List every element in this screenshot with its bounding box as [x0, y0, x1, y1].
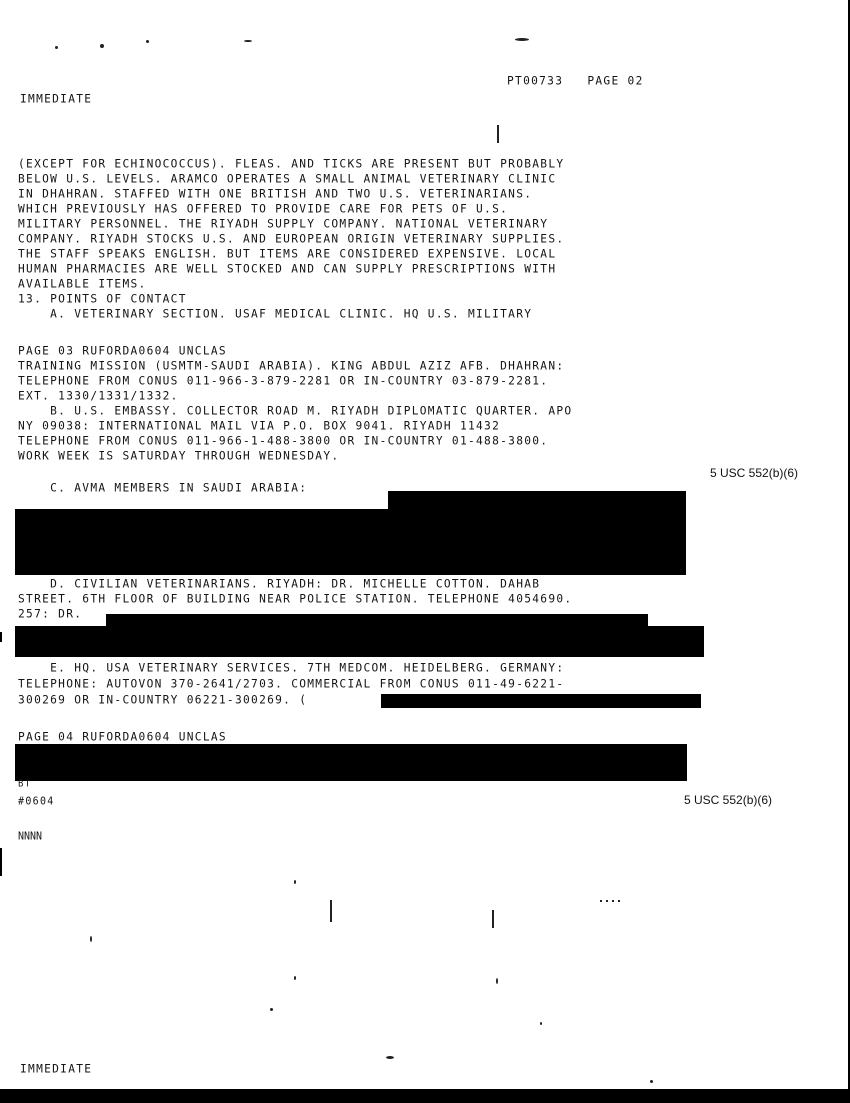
body-line: TELEPHONE: AUTOVON 370-2641/2703. COMMERCIAL FROM CONUS 011-49-6221- [18, 677, 565, 691]
body-line: TRAINING MISSION (USMTM-SAUDI ARABIA). KING ABDUL AZIZ AFB. DHAHRAN: [18, 359, 565, 373]
page-04-header: PAGE 04 RUFORDA0604 UNCLAS [18, 730, 227, 744]
body-line: STREET. 6TH FLOOR OF BUILDING NEAR POLICE STATION. TELEPHONE 4054690. [18, 592, 573, 606]
body-line: BELOW U.S. LEVELS. ARAMCO OPERATES A SMALL ANIMAL VETERINARY CLINIC [18, 172, 557, 186]
body-line: A. VETERINARY SECTION. USAF MEDICAL CLINIC. HQ U.S. MILITARY [18, 307, 533, 321]
scan-speck [515, 38, 529, 41]
scan-speck [330, 900, 332, 922]
body-line: 300269 OR IN-COUNTRY 06221-300269. ( [18, 693, 308, 707]
body-line: AVAILABLE ITEMS. [18, 277, 147, 291]
scan-speck [650, 1080, 653, 1083]
bt-marker: BT [18, 778, 32, 790]
body-line: WORK WEEK IS SATURDAY THROUGH WEDNESDAY. [18, 449, 340, 463]
body-line: WHICH PREVIOUSLY HAS OFFERED TO PROVIDE CARE FOR PETS OF U.S. [18, 202, 509, 216]
body-line: TELEPHONE FROM CONUS 011-966-3-879-2281 OR IN-COUNTRY 03-879-2281. [18, 374, 549, 388]
foia-exemption-label: 5 USC 552(b)(6) [710, 466, 799, 480]
redaction-block [388, 491, 686, 509]
scan-speck [146, 40, 149, 43]
body-line: IN DHAHRAN. STAFFED WITH ONE BRITISH AND TWO U.S. VETERINARIANS. [18, 187, 533, 201]
scan-speck [600, 900, 620, 902]
section-heading: 13. POINTS OF CONTACT [18, 292, 187, 306]
body-line: HUMAN PHARMACIES ARE WELL STOCKED AND CAN SUPPLY PRESCRIPTIONS WITH [18, 262, 557, 276]
page-03-header: PAGE 03 RUFORDA0604 UNCLAS [18, 344, 227, 358]
scan-edge-mark [0, 848, 2, 876]
scan-speck [90, 936, 92, 942]
message-number: #0604 [18, 796, 55, 808]
body-line: THE STAFF SPEAKS ENGLISH. BUT ITEMS ARE CONSIDERED EXPENSIVE. LOCAL [18, 247, 557, 261]
body-line: (EXCEPT FOR ECHINOCOCCUS). FLEAS. AND TICKS ARE PRESENT BUT PROBABLY [18, 157, 565, 171]
body-line: C. AVMA MEMBERS IN SAUDI ARABIA: [18, 481, 308, 495]
scan-speck [244, 40, 252, 42]
priority-header: IMMEDIATE [20, 92, 93, 106]
scan-speck [55, 46, 58, 49]
body-line: COMPANY. RIYADH STOCKS U.S. AND EUROPEAN ORIGIN VETERINARY SUPPLIES. [18, 232, 565, 246]
end-of-message: NNNN [18, 831, 43, 843]
redaction-block [15, 744, 687, 781]
body-line: EXT. 1330/1331/1332. [18, 389, 179, 403]
scan-edge-mark [0, 632, 2, 642]
scan-speck [540, 1022, 542, 1025]
body-line: D. CIVILIAN VETERINARIANS. RIYADH: DR. MICHELLE COTTON. DAHAB [18, 577, 541, 591]
scan-speck [294, 880, 296, 884]
body-line: NY 09038: INTERNATIONAL MAIL VIA P.O. BOX 9041. RIYADH 11432 [18, 419, 501, 433]
body-line: MILITARY PERSONNEL. THE RIYADH SUPPLY COMPANY. NATIONAL VETERINARY [18, 217, 549, 231]
redaction-block [15, 509, 686, 575]
redaction-block [15, 626, 704, 657]
scan-speck [294, 976, 296, 980]
scan-speck [386, 1056, 394, 1059]
body-line: B. U.S. EMBASSY. COLLECTOR ROAD M. RIYADH DIPLOMATIC QUARTER. APO [18, 404, 573, 418]
scan-border-bottom [0, 1089, 850, 1103]
priority-footer: IMMEDIATE [20, 1062, 93, 1076]
scan-speck [497, 125, 499, 143]
body-line: 257: DR. [18, 607, 83, 621]
scan-speck [270, 1008, 273, 1011]
foia-exemption-label: 5 USC 552(b)(6) [684, 793, 773, 807]
redaction-block [106, 614, 648, 626]
scan-speck [492, 910, 494, 928]
scan-speck [100, 44, 104, 48]
redaction-block [381, 694, 701, 708]
body-line: E. HQ. USA VETERINARY SERVICES. 7TH MEDCOM. HEIDELBERG. GERMANY: [18, 661, 565, 675]
scan-speck [496, 978, 498, 984]
body-line: TELEPHONE FROM CONUS 011-966-1-488-3800 OR IN-COUNTRY 01-488-3800. [18, 434, 549, 448]
page-reference: PT00733 PAGE 02 [507, 74, 644, 88]
